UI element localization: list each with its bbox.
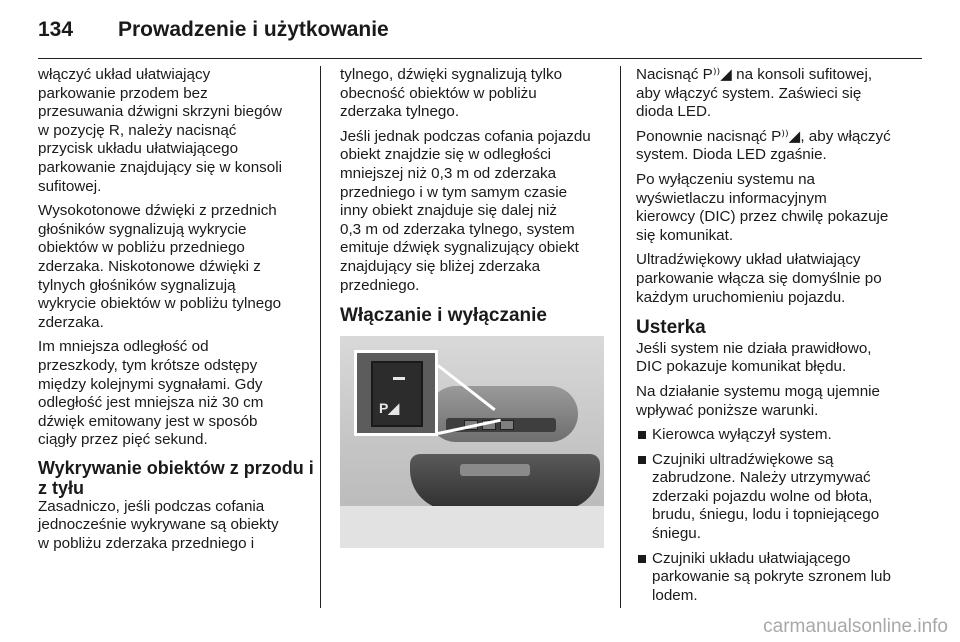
text-line: odległość jest mniejsza niż 30 cm <box>38 394 264 412</box>
console-button <box>500 420 514 430</box>
bullet-square-icon <box>638 456 646 464</box>
text-line: Na działanie systemu mogą ujemnie <box>636 382 880 400</box>
text-line: kierowcy (DIC) przez chwilę pokazuje <box>636 208 889 226</box>
text-line: każdym uruchomieniu pojazdu. <box>636 288 846 306</box>
text-line: obecność obiektów w pobliżu <box>340 84 537 102</box>
text-line: między kolejnymi sygnałami. Gdy <box>38 375 263 393</box>
heading-line: z tyłu <box>38 477 85 498</box>
paragraph <box>636 66 926 122</box>
text-line: głośników sygnalizują wykrycie <box>38 220 247 238</box>
led-indicator <box>393 377 405 380</box>
windshield <box>340 506 604 548</box>
text-line: dioda LED. <box>636 103 712 121</box>
list-item <box>636 550 926 606</box>
text-line: Im mniejsza odległość od <box>38 338 209 356</box>
bullet-square-icon <box>638 555 646 563</box>
paragraph <box>636 251 926 307</box>
list-item <box>636 451 926 544</box>
text-line: lodem. <box>652 586 698 604</box>
text-line: zderzaka tylnego. <box>340 103 460 121</box>
heading-line: Wykrywanie obiektów z przodu i <box>38 457 314 478</box>
text-line: w pobliżu zderzaka przedniego i <box>38 535 255 553</box>
text-line: przycisk układu ułatwiającego <box>38 140 239 158</box>
paragraph <box>340 128 604 295</box>
text-line: zabrudzone. Należy utrzymywać <box>652 469 871 487</box>
text-line: tylnego, dźwięki sygnalizują tylko <box>340 66 563 83</box>
text-line: wyświetlaczu informacyjnym <box>636 189 827 207</box>
text-line: parkowanie są pokryte szronem lub <box>652 568 891 586</box>
text-line: Czujniki ultradźwiękowe są <box>652 450 834 468</box>
text-line: mniejszej niż 0,3 m od zderzaka <box>340 164 557 182</box>
page-number: 134 <box>38 18 74 41</box>
text-line: Jeśli jednak podczas cofania pojazdu <box>340 127 591 145</box>
text-line: Ponownie nacisnąć P⁾⁾◢, aby włączyć <box>636 127 891 145</box>
rearview-mirror <box>410 454 600 510</box>
text-line: włączyć układ ułatwiający <box>38 66 211 83</box>
text-line: sufitowej. <box>38 177 102 195</box>
text-line: zderzaki pojazdu wolne od błota, <box>652 487 873 505</box>
list-item <box>636 426 926 445</box>
text-line: Ultradźwiękowy układ ułatwiający <box>636 251 861 269</box>
bullet-square-icon <box>638 431 646 439</box>
text-line: obiektów w pobliżu przedniego <box>38 239 245 257</box>
text-line: emituje dźwięk sygnalizujący obiekt <box>340 239 579 257</box>
section-heading <box>38 457 314 498</box>
mirror-control <box>460 464 530 476</box>
page-header <box>38 12 922 52</box>
text-line: Wysokotonowe dźwięki z przednich <box>38 202 277 220</box>
text-line: DIC pokazuje komunikat błędu. <box>636 358 847 376</box>
text-line: Jeśli system nie działa prawidłowo, <box>636 339 872 357</box>
column-divider-2 <box>620 66 621 608</box>
text-line: ciągły przez pięć sekund. <box>38 431 208 449</box>
text-line: przedniego i w tym samym czasie <box>340 183 568 201</box>
park-assist-button <box>371 361 423 427</box>
overhead-console <box>428 386 578 442</box>
text-line: parkowanie znajdujący się w konsoli <box>38 158 282 176</box>
column-1 <box>38 66 314 560</box>
text-line: przesuwania dźwigni skrzyni biegów <box>38 103 282 121</box>
button-zoom-callout <box>354 350 438 436</box>
text-line: tylnych głośników sygnalizują <box>38 276 236 294</box>
paragraph <box>340 66 604 122</box>
text-line: Kierowca wyłączył system. <box>652 426 832 444</box>
header-divider <box>38 58 922 59</box>
paragraph <box>636 171 926 245</box>
text-line: się komunikat. <box>636 226 734 244</box>
paragraph <box>636 340 926 377</box>
text-line: brudu, śniegu, lodu i topniejącego <box>652 506 880 524</box>
text-line: jednocześnie wykrywane są obiekty <box>38 516 279 534</box>
column-divider-1 <box>320 66 321 608</box>
text-line: Nacisnąć P⁾⁾◢ na konsoli sufitowej, <box>636 66 873 83</box>
text-line: zderzaka. Niskotonowe dźwięki z <box>38 257 261 275</box>
paragraph <box>636 383 926 420</box>
text-line: w pozycję R, należy nacisnąć <box>38 121 237 139</box>
text-line: wykrycie obiektów w pobliżu tylnego <box>38 295 282 313</box>
text-line: dźwięk emitowany jest w sposób <box>38 412 258 430</box>
text-line: obiekt znajdzie się w odległości <box>340 146 552 164</box>
page-title: Prowadzenie i użytkowanie <box>118 18 389 41</box>
text-line: przedniego. <box>340 276 420 294</box>
overhead-console-illustration <box>340 336 604 548</box>
paragraph <box>38 202 306 332</box>
text-line: system. Dioda LED zgaśnie. <box>636 146 827 164</box>
text-line: 0,3 m od zderzaka tylnego, system <box>340 220 575 238</box>
text-line: znajdujący się bliżej zderzaka <box>340 257 541 275</box>
text-line: Czujniki układu ułatwiającego <box>652 549 851 567</box>
column-3 <box>636 66 926 611</box>
paragraph <box>636 128 926 165</box>
text-line: Po wyłączeniu systemu na <box>636 170 815 188</box>
section-heading: Usterka <box>636 317 706 339</box>
text-line: parkowanie włącza się domyślnie po <box>636 269 882 287</box>
paragraph <box>38 498 306 554</box>
column-2 <box>340 66 604 548</box>
park-assist-icon: P◢ <box>379 399 400 416</box>
paragraph <box>38 66 306 196</box>
text-line: Zasadniczo, jeśli podczas cofania <box>38 497 265 515</box>
text-line: przeszkody, tym krótsze odstępy <box>38 356 258 374</box>
text-line: inny obiekt znajduje się dalej niż <box>340 202 557 220</box>
text-line: śniegu. <box>652 525 701 543</box>
text-line: zderzaka. <box>38 313 104 331</box>
text-line: wpływać poniższe warunki. <box>636 401 819 419</box>
text-line: parkowanie przodem bez <box>38 84 208 102</box>
paragraph <box>38 338 306 450</box>
section-heading: Włączanie i wyłączanie <box>340 305 547 327</box>
watermark: carmanualsonline.info <box>763 616 948 637</box>
text-line: aby włączyć system. Zaświeci się <box>636 84 862 102</box>
